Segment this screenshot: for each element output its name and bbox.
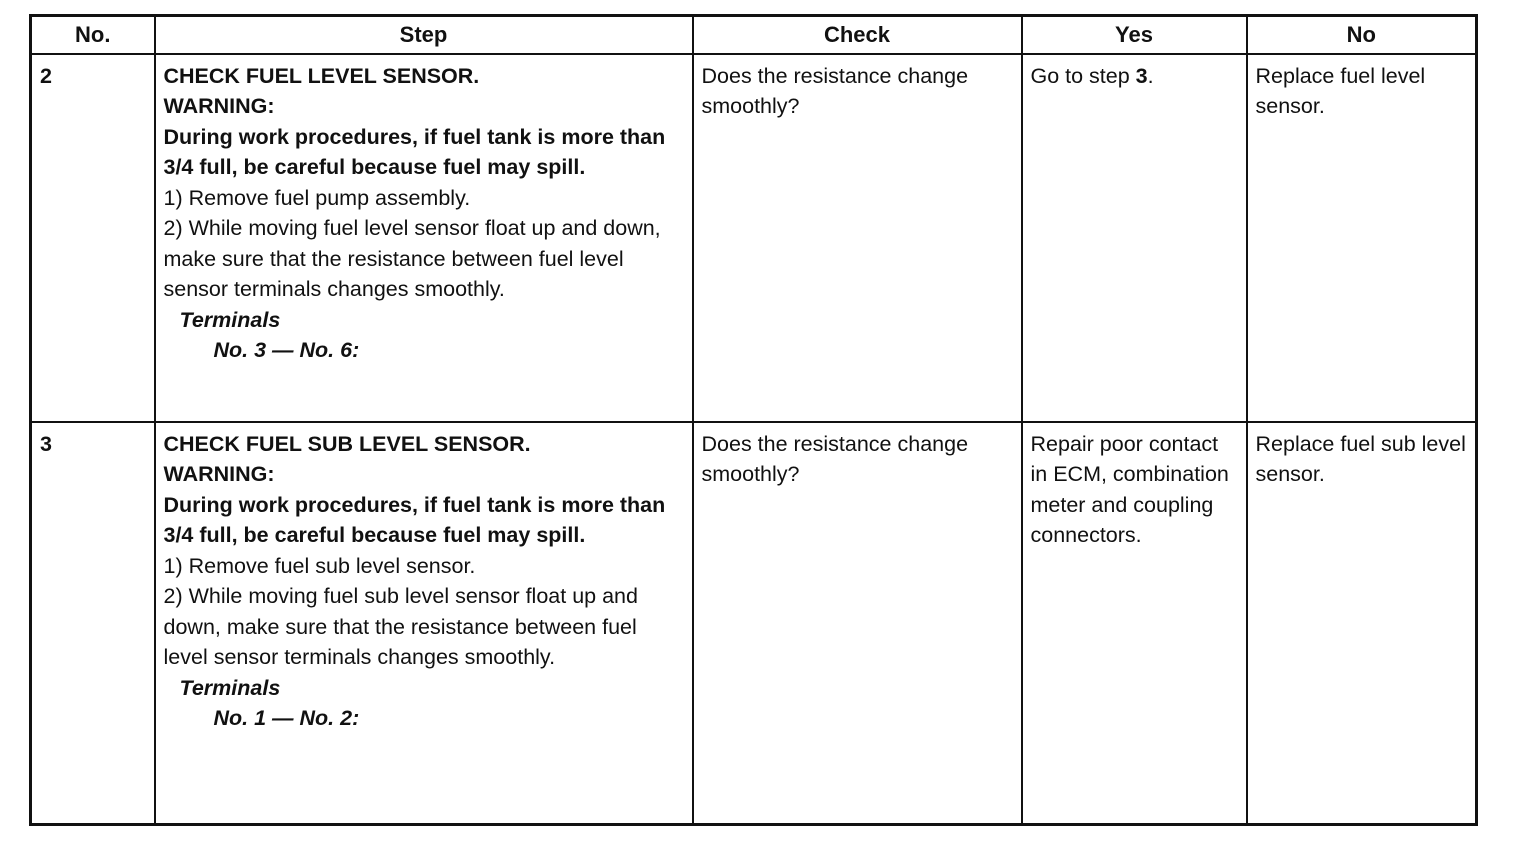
yes-prefix: Go to step bbox=[1030, 63, 1136, 88]
yes-action bbox=[1031, 61, 1238, 92]
table-row-step-3 bbox=[31, 422, 1477, 825]
no-cell bbox=[1247, 54, 1477, 422]
step-cell bbox=[155, 54, 693, 422]
terminals-label: Terminals bbox=[179, 675, 281, 700]
yes-action: Repair poor contact in ECM, combination meter and coupling connectors. bbox=[1030, 431, 1229, 548]
check-question: Does the resistance change smoothly? bbox=[701, 63, 969, 118]
terminals-value: No. 3 — No. 6: bbox=[213, 338, 360, 362]
step-cell bbox=[155, 422, 693, 825]
table-row-step-2 bbox=[31, 54, 1477, 422]
warning-label: WARNING: bbox=[163, 94, 275, 118]
no-action: Replace fuel level sensor. bbox=[1255, 63, 1426, 118]
step-title: CHECK FUEL LEVEL SENSOR. bbox=[163, 63, 480, 88]
warning-text: During work procedures, if fuel tank is more than 3/4 full, be careful because fuel may spill. bbox=[163, 124, 666, 179]
check-cell bbox=[693, 54, 1022, 422]
header-step: Step bbox=[155, 16, 693, 54]
header-row bbox=[31, 16, 1477, 54]
no-action: Replace fuel sub level sensor. bbox=[1255, 431, 1466, 487]
procedure-step-1: 1) Remove fuel pump assembly. bbox=[163, 185, 471, 210]
check-question: Does the resistance change smoothly? bbox=[701, 431, 969, 487]
yes-cell bbox=[1022, 422, 1247, 825]
row-number: 2 bbox=[31, 54, 155, 422]
yes-step-number: 3 bbox=[1135, 63, 1148, 88]
diagnostic-table bbox=[29, 14, 1478, 826]
procedure-step-2: 2) While moving fuel level sensor float up and down, make sure that the resistance between fuel level sensor terminals changes smoothly. bbox=[163, 216, 661, 301]
terminals-label: Terminals bbox=[179, 307, 281, 332]
header-no-action: No bbox=[1247, 16, 1477, 54]
no-cell bbox=[1247, 422, 1477, 825]
yes-cell bbox=[1022, 54, 1247, 422]
header-yes: Yes bbox=[1022, 16, 1247, 54]
procedure-step-2: 2) While moving fuel sub level sensor float up and down, make sure that the resistance between fuel level sensor terminals changes smoothly. bbox=[163, 584, 638, 670]
row-number: 3 bbox=[31, 422, 155, 825]
warning-label: WARNING: bbox=[163, 462, 275, 487]
check-cell bbox=[693, 422, 1022, 825]
header-check: Check bbox=[693, 16, 1022, 54]
terminals-value: No. 1 — No. 2: bbox=[213, 706, 360, 731]
procedure-step-1: 1) Remove fuel sub level sensor. bbox=[163, 553, 476, 578]
yes-suffix: . bbox=[1147, 63, 1154, 88]
header-no: No. bbox=[31, 16, 155, 54]
warning-text: During work procedures, if fuel tank is more than 3/4 full, be careful because fuel may spill. bbox=[163, 492, 666, 548]
step-title: CHECK FUEL SUB LEVEL SENSOR. bbox=[163, 431, 531, 456]
